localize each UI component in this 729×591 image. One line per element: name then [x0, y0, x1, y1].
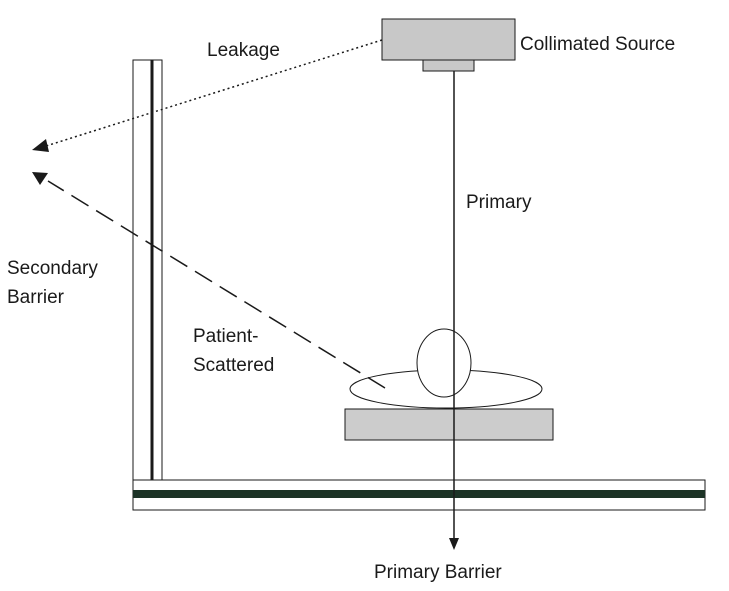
primary-beam: [449, 71, 459, 550]
secondary-barrier: [133, 60, 162, 500]
patient: [350, 329, 542, 408]
secondary-barrier-label-line1: Secondary: [7, 258, 98, 279]
scatter-arrowhead: [32, 172, 48, 185]
leakage-label: Leakage: [207, 40, 280, 61]
collimated-source-label: Collimated Source: [520, 34, 676, 55]
patient-scattered-label-line1: Patient-: [193, 326, 259, 347]
primary-barrier: [133, 480, 705, 510]
primary-barrier-label: Primary Barrier: [374, 562, 502, 583]
primary-label: Primary: [466, 192, 532, 213]
secondary-barrier-label-line2: Barrier: [7, 287, 65, 308]
collimated-source: [382, 19, 515, 71]
leakage-arrowhead: [32, 139, 49, 152]
patient-table: [345, 409, 553, 440]
patient-scattered-label-line2: Scattered: [193, 355, 275, 376]
source-collimator: [423, 60, 474, 71]
primary-beam-arrowhead: [449, 538, 459, 550]
primary-barrier-core: [133, 490, 705, 498]
patient-head: [417, 329, 471, 397]
source-housing: [382, 19, 515, 60]
secondary-barrier-wall: [133, 60, 162, 486]
